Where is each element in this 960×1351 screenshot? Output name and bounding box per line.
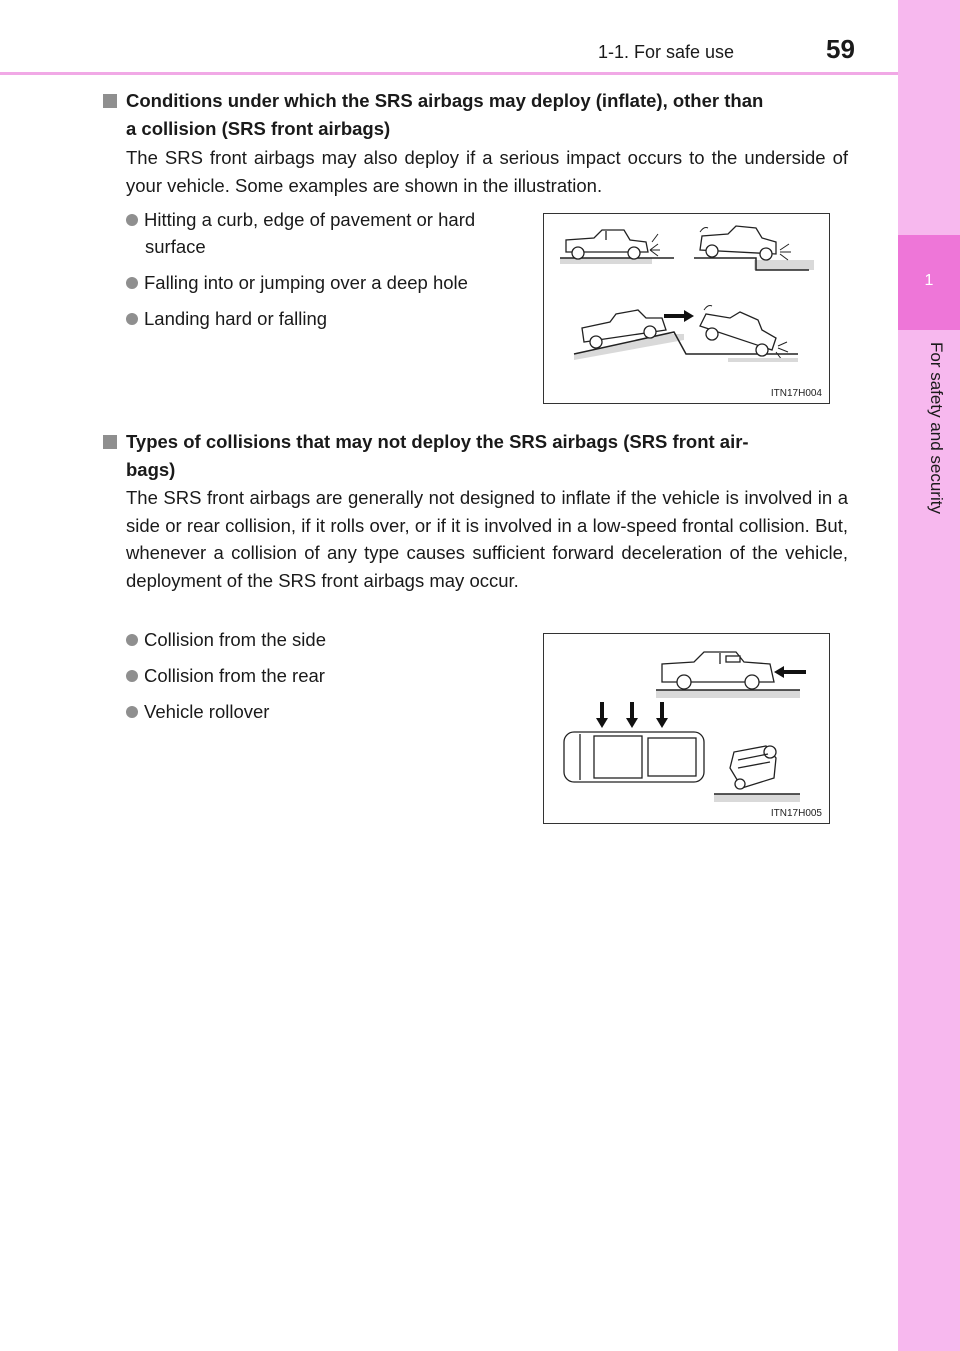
bullet-dot-icon bbox=[126, 670, 138, 682]
chapter-side-tab bbox=[898, 0, 960, 1351]
bullet-dot-icon bbox=[126, 634, 138, 646]
figure-code: ITN17H005 bbox=[770, 808, 822, 819]
list-item bbox=[126, 206, 475, 260]
truck-icon bbox=[700, 312, 776, 356]
bullet-dot-icon bbox=[126, 706, 138, 718]
page-number: 59 bbox=[826, 34, 855, 64]
rollover-truck-icon bbox=[730, 746, 776, 789]
heading-line-1: Types of collisions that may not deploy the SRS airbags (SRS front air- bbox=[126, 431, 749, 452]
list-item-text: Falling into or jumping over a deep hole bbox=[144, 272, 468, 293]
section-heading-non-deploy-types bbox=[103, 428, 858, 484]
heading-line-2: bags) bbox=[126, 459, 176, 480]
ground-shadow bbox=[560, 258, 652, 264]
ground-shadow bbox=[728, 358, 798, 362]
truck-icon bbox=[566, 230, 648, 259]
bullet-dot-icon bbox=[126, 313, 138, 325]
impact-illustration bbox=[544, 214, 829, 403]
figure-non-deploy-examples bbox=[543, 633, 830, 824]
section1-body: The SRS front airbags may also deploy if a serious impact occurs to the underside of your vehicle. Some examples are shown in the illustration. bbox=[126, 147, 848, 196]
figure-code: ITN17H004 bbox=[770, 388, 822, 399]
truck-icon bbox=[700, 226, 776, 260]
list-item bbox=[126, 698, 269, 725]
figure-impact-examples bbox=[543, 213, 830, 404]
ground-shadow bbox=[754, 260, 814, 270]
list-item-text: Collision from the rear bbox=[144, 665, 325, 686]
list-item-text: Collision from the side bbox=[144, 629, 326, 650]
ground-shadow bbox=[714, 794, 800, 802]
header-divider bbox=[0, 72, 898, 75]
list-item-text: Vehicle rollover bbox=[144, 701, 270, 722]
list-item-text-cont: surface bbox=[145, 236, 206, 257]
list-item bbox=[126, 305, 327, 332]
bullet-dot-icon bbox=[126, 214, 138, 226]
chapter-number: 1 bbox=[924, 272, 934, 289]
arrow-right-icon bbox=[664, 310, 694, 322]
square-bullet-icon bbox=[103, 435, 117, 449]
list-item-text: Hitting a curb, edge of pavement or hard bbox=[144, 209, 476, 230]
heading-line-1: Conditions under which the SRS airbags may deploy (inflate), other than bbox=[126, 90, 764, 111]
truck-icon bbox=[662, 652, 774, 689]
chapter-title: For safety and security bbox=[927, 342, 946, 514]
bullet-dot-icon bbox=[126, 277, 138, 289]
list-item-text: Landing hard or falling bbox=[144, 308, 328, 329]
arrow-down-icon bbox=[596, 702, 668, 728]
section2-body: The SRS front airbags are generally not designed to inflate if the vehicle is involved in a side or rear collision, if it rolls over, or if it is involved in a low-speed frontal collision. But, whenever a collision of any type causes sufficient forward deceleration of the vehicle, deployment of the SRS front airbags may occur. bbox=[126, 487, 848, 591]
square-bullet-icon bbox=[103, 94, 117, 108]
list-item bbox=[126, 662, 325, 689]
heading-line-2: a collision (SRS front airbags) bbox=[126, 118, 391, 139]
list-item bbox=[126, 626, 326, 653]
section-heading-deploy-conditions bbox=[103, 87, 858, 143]
list-item bbox=[126, 269, 468, 296]
impact-burst-icon bbox=[650, 234, 660, 256]
collision-types-illustration bbox=[544, 634, 829, 823]
section-header-title: 1-1. For safe use bbox=[598, 42, 735, 62]
arrow-left-icon bbox=[774, 666, 806, 678]
top-view-truck-icon bbox=[564, 732, 704, 782]
ground-shadow bbox=[656, 690, 800, 698]
